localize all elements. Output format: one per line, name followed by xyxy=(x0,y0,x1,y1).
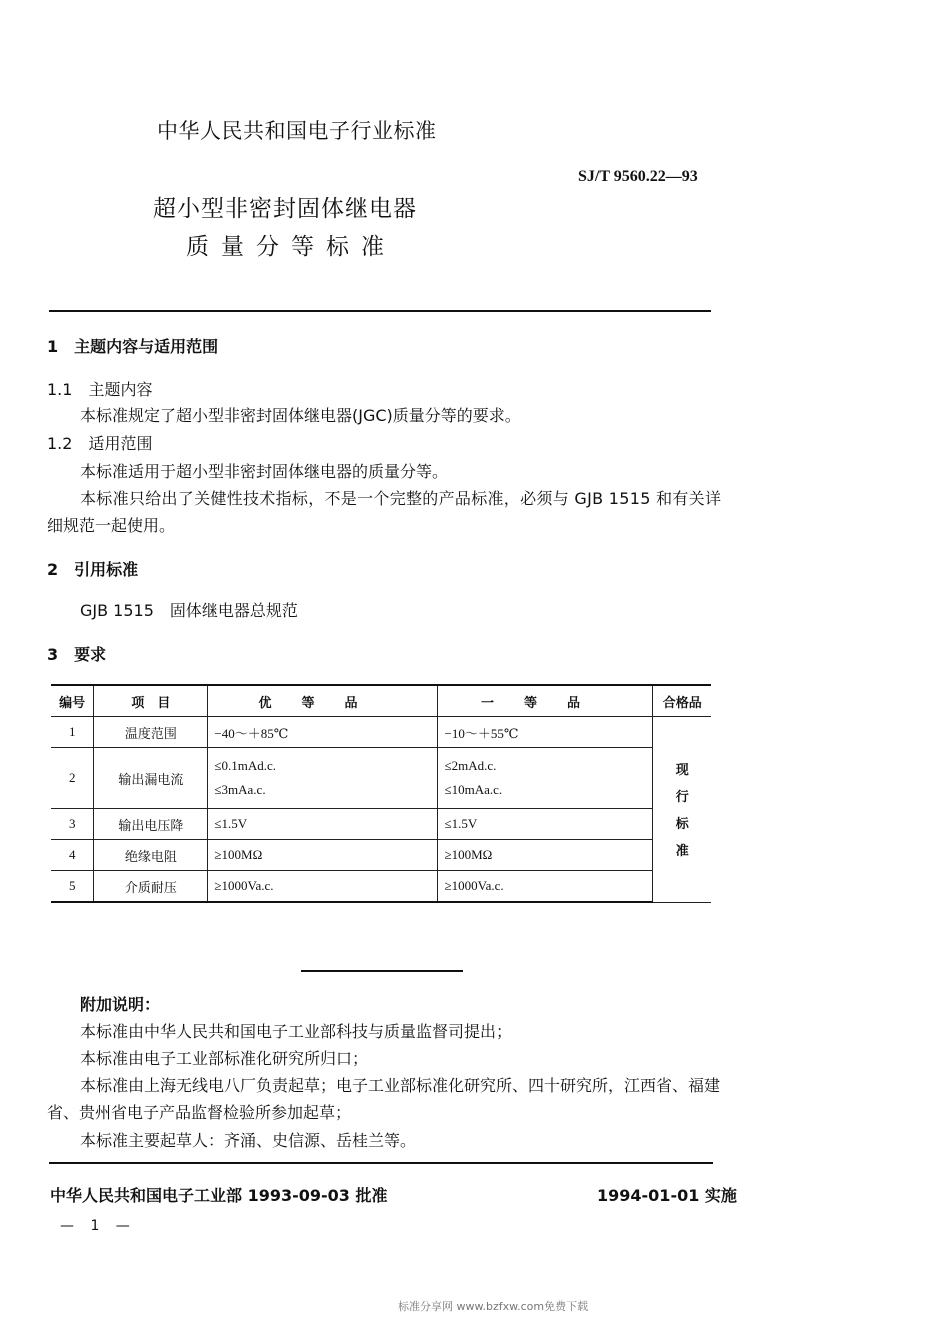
col-item-header: 项 目 xyxy=(94,685,208,717)
table-header-row xyxy=(51,685,711,717)
col-first-class-header: 一等品 xyxy=(438,685,653,717)
row-number: 5 xyxy=(51,871,94,903)
row-item: 绝缘电阻 xyxy=(94,840,208,871)
first-class-value: ≤2mAd.c. xyxy=(444,758,497,773)
superior-value: ≥100MΩ xyxy=(208,840,438,871)
qualified-grade-cell xyxy=(653,717,711,903)
section-1-2-heading: 1.2 适用范围 xyxy=(47,434,153,453)
first-class-value: ≥100MΩ xyxy=(438,840,653,871)
col-superior-header: 优等品 xyxy=(208,685,438,717)
row-item: 介质耐压 xyxy=(94,871,208,903)
first-class-value: ≤1.5V xyxy=(438,809,653,840)
superior-value: −40～＋85℃ xyxy=(208,717,438,748)
document-title-line2: 质量分等标准 xyxy=(186,234,396,260)
col-number-header: 编号 xyxy=(51,685,94,717)
qualified-char: 准 xyxy=(675,844,689,860)
approval-statement: 中华人民共和国电子工业部 1993-09-03 批准 xyxy=(50,1186,388,1205)
row-number: 2 xyxy=(51,748,94,809)
section-3-heading: 3 要求 xyxy=(47,645,107,664)
qualified-char: 标 xyxy=(675,817,689,833)
section-1-2-text-2a: 本标准只给出了关健性技术指标，不是一个完整的产品标准，必须与 GJB 1515 和有关详 xyxy=(80,489,722,508)
row-number: 3 xyxy=(51,809,94,840)
first-class-value: ≥1000Va.c. xyxy=(438,871,653,903)
superior-value: ≥1000Va.c. xyxy=(208,871,438,903)
appendix-line: 省、贵州省电子产品监督检验所参加起草； xyxy=(47,1103,352,1122)
header-divider xyxy=(49,310,711,312)
superior-value: ≤1.5V xyxy=(208,809,438,840)
referenced-standard: GJB 1515 固体继电器总规范 xyxy=(80,601,298,620)
row-item: 温度范围 xyxy=(94,717,208,748)
appendix-line: 本标准由中华人民共和国电子工业部科技与质量监督司提出； xyxy=(80,1022,513,1041)
table-row xyxy=(51,840,711,871)
row-item: 输出电压降 xyxy=(94,809,208,840)
row-number: 1 xyxy=(51,717,94,748)
row-item: 输出漏电流 xyxy=(94,748,208,809)
section-1-1-heading: 1.1 主题内容 xyxy=(47,380,153,399)
issuing-body-title: 中华人民共和国电子行业标准 xyxy=(157,119,437,143)
first-class-value-cell xyxy=(438,748,653,809)
appendix-heading: 附加说明： xyxy=(80,995,161,1014)
section-1-heading: 1 主题内容与适用范围 xyxy=(47,337,219,356)
col-qualified-header: 合格品 xyxy=(653,685,711,717)
section-1-2-text: 本标准适用于超小型非密封固体继电器的质量分等。 xyxy=(80,462,449,481)
qualified-char: 现 xyxy=(675,763,689,779)
superior-value: ≤3mAa.c. xyxy=(214,782,266,797)
section-2-heading: 2 引用标准 xyxy=(47,560,139,579)
row-number: 4 xyxy=(51,840,94,871)
superior-value-cell xyxy=(208,748,438,809)
page-number: — 1 — xyxy=(60,1218,136,1234)
table-row xyxy=(51,809,711,840)
first-class-value: ≤10mAa.c. xyxy=(444,782,503,797)
requirements-table xyxy=(51,684,711,903)
content-end-divider xyxy=(301,970,463,972)
table-row xyxy=(51,871,711,903)
table-row xyxy=(51,748,711,809)
appendix-line: 本标准由上海无线电八厂负责起草；电子工业部标准化研究所、四十研究所，江西省、福建 xyxy=(80,1076,721,1095)
section-1-2-text-2b: 细规范一起使用。 xyxy=(47,516,176,535)
site-watermark: 标准分享网 www.bzfxw.com免费下载 xyxy=(398,1300,589,1313)
first-class-value: −10～＋55℃ xyxy=(438,717,653,748)
section-1-1-text: 本标准规定了超小型非密封固体继电器(JGC)质量分等的要求。 xyxy=(80,406,521,425)
appendix-line: 本标准主要起草人：齐涌、史信源、岳桂兰等。 xyxy=(80,1131,417,1150)
table-row xyxy=(51,717,711,748)
document-title-line1: 超小型非密封固体继电器 xyxy=(153,196,417,222)
qualified-char: 行 xyxy=(675,790,689,806)
superior-value: ≤0.1mAd.c. xyxy=(214,758,277,773)
footer-divider xyxy=(49,1162,713,1164)
implementation-date: 1994-01-01 实施 xyxy=(597,1186,737,1205)
appendix-line: 本标准由电子工业部标准化研究所归口； xyxy=(80,1049,369,1068)
standard-code: SJ/T 9560.22—93 xyxy=(578,168,698,185)
